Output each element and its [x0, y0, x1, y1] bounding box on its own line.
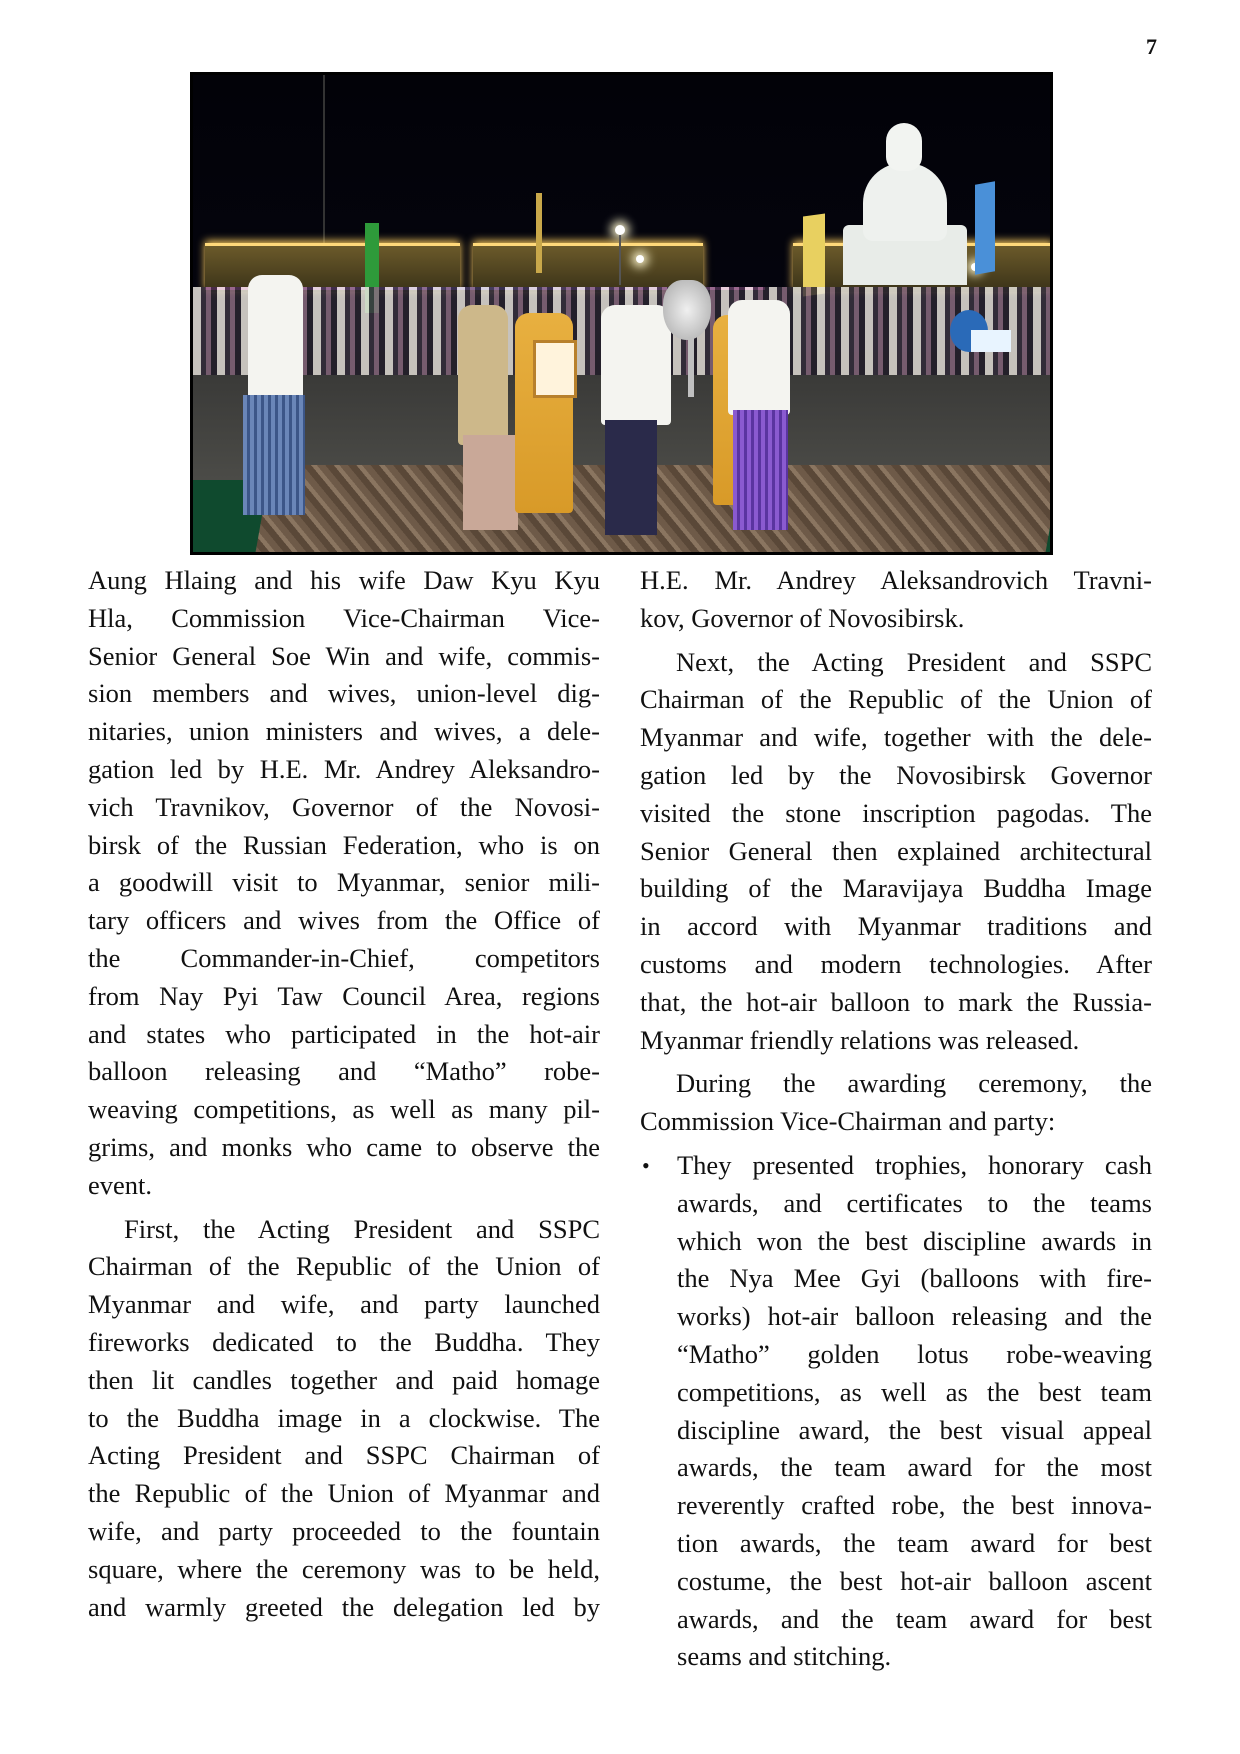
text-line: customs and modern technologies. After	[640, 948, 1152, 979]
text-line: birsk of the Russian Federation, who is on	[88, 829, 600, 860]
text-line: and warmly greeted the delegation led by	[88, 1591, 600, 1622]
person-longyi-purple	[733, 410, 788, 530]
text-line: vich Travnikov, Governor of the Novosi-	[88, 791, 600, 822]
text-line: During the awarding ceremony, the	[676, 1068, 1152, 1099]
text-line: Myanmar and wife, and party launched	[88, 1289, 600, 1320]
paragraph	[88, 562, 600, 1205]
text-line: Chairman of the Republic of the Union of	[88, 1251, 600, 1282]
buddha-statue-body	[863, 163, 947, 241]
text-line: square, where the ceremony was to be held,	[88, 1553, 600, 1584]
text-line: works) hot-air balloon releasing and the	[677, 1301, 1152, 1332]
text-line: building of the Maravijaya Buddha Image	[640, 873, 1152, 904]
text-line: event.	[88, 1169, 153, 1200]
text-line: Senior General Soe Win and wife, commis-	[88, 640, 600, 671]
flag-pole	[323, 75, 325, 255]
paragraph	[640, 562, 1152, 638]
text-line: then lit candles together and paid homage	[88, 1364, 600, 1395]
text-line: costume, the best hot-air balloon ascent	[677, 1565, 1152, 1596]
text-line: First, the Acting President and SSPC	[124, 1213, 600, 1244]
text-line: the Commander-in-Chief, competitors	[88, 942, 600, 973]
street-lamp	[636, 255, 644, 263]
person-white-shirt-center	[601, 305, 671, 425]
bullet-icon: •	[642, 1152, 650, 1178]
text-line: Senior General then explained architectural	[640, 835, 1152, 866]
text-line: reverently crafted robe, the best innova-	[677, 1490, 1152, 1521]
person-white-shirt	[248, 275, 303, 400]
text-line: H.E. Mr. Andrey Aleksandrovich Travni-	[640, 565, 1152, 595]
lit-building-center	[473, 243, 703, 292]
text-line: sion members and wives, union-level dig-	[88, 678, 600, 709]
person-longyi-dark	[605, 420, 657, 535]
text-line: Aung Hlaing and his wife Daw Kyu Kyu	[88, 565, 600, 595]
text-line: and states who participated in the hot-air	[88, 1018, 600, 1049]
text-line: weaving competitions, as well as many pil-	[88, 1094, 600, 1125]
text-line: Myanmar and wife, together with the dele-	[640, 722, 1152, 753]
silver-trophy-bowl	[663, 280, 711, 340]
text-line: tion awards, the team award for best	[677, 1527, 1152, 1558]
page-number: 7	[1146, 34, 1157, 59]
text-line: a goodwill visit to Myanmar, senior mili-	[88, 867, 600, 898]
person-beige-jacket	[458, 305, 508, 445]
text-line: kov, Governor of Novosibirsk.	[640, 602, 965, 633]
bullet-list-item	[640, 1147, 1152, 1676]
text-line: gation led by H.E. Mr. Andrey Aleksandro-	[88, 753, 600, 784]
lit-building-left	[205, 243, 460, 292]
text-line: grims, and monks who came to observe the	[88, 1131, 600, 1162]
text-line: Acting President and SSPC Chairman of	[88, 1440, 600, 1471]
text-line: Chairman of the Republic of the Union of	[640, 684, 1152, 715]
text-line: awards, and the team award for best	[677, 1603, 1152, 1634]
text-line: fireworks dedicated to the Buddha. They	[88, 1326, 600, 1357]
paragraph	[640, 644, 1152, 1060]
text-line: tary officers and wives from the Office of	[88, 905, 600, 936]
certificate-frame	[533, 340, 577, 398]
text-line: “Matho” golden lotus robe-weaving	[677, 1338, 1152, 1369]
text-line: They presented trophies, honorary cash	[677, 1149, 1152, 1180]
text-line: nitaries, union ministers and wives, a dele-	[88, 716, 600, 747]
text-line: to the Buddha image in a clockwise. The	[88, 1402, 600, 1433]
text-line: discipline award, the best visual appeal	[677, 1414, 1152, 1445]
text-line: gation led by the Novosibirsk Governor	[640, 759, 1152, 790]
text-line: the Republic of the Union of Myanmar and	[88, 1478, 600, 1509]
text-line: balloon releasing and “Matho” robe-	[88, 1056, 600, 1087]
left-column	[88, 562, 600, 1632]
text-line: visited the stone inscription pagodas. The	[640, 797, 1152, 828]
right-column	[640, 562, 1152, 1676]
street-lamp	[615, 225, 625, 235]
text-line: Myanmar friendly relations was released.	[640, 1024, 1080, 1055]
text-line: Next, the Acting President and SSPC	[676, 646, 1152, 677]
text-line: which won the best discipline awards in	[677, 1225, 1152, 1256]
yellow-flag	[803, 213, 825, 296]
pillar	[536, 193, 542, 273]
text-line: Commission Vice-Chairman and party:	[640, 1106, 1056, 1137]
trophy-stem	[688, 337, 694, 397]
blue-flag	[975, 181, 995, 275]
text-line: awards, the team award for the most	[677, 1452, 1152, 1483]
paragraph	[88, 1211, 600, 1627]
sign-board	[971, 330, 1011, 352]
paragraph	[640, 1065, 1152, 1141]
text-line: competitions, as well as the best team	[677, 1376, 1152, 1407]
ceremony-photo	[190, 72, 1053, 555]
text-line: in accord with Myanmar traditions and	[640, 911, 1152, 942]
text-line: seams and stitching.	[677, 1641, 892, 1672]
text-line: wife, and party proceeded to the fountain	[88, 1515, 600, 1546]
text-line: from Nay Pyi Taw Council Area, regions	[88, 980, 600, 1011]
lamp-pole	[619, 235, 621, 285]
text-line: that, the hot-air balloon to mark the Russia-	[640, 986, 1152, 1017]
person-white-shirt-right	[728, 300, 790, 415]
text-line: Hla, Commission Vice-Chairman Vice-	[88, 602, 600, 633]
person-pink-skirt	[463, 435, 518, 530]
text-line: the Nya Mee Gyi (balloons with fire-	[677, 1263, 1152, 1294]
buddha-statue-head	[886, 123, 922, 171]
person-longyi-blue	[243, 395, 305, 515]
text-line: awards, and certificates to the teams	[677, 1187, 1152, 1218]
